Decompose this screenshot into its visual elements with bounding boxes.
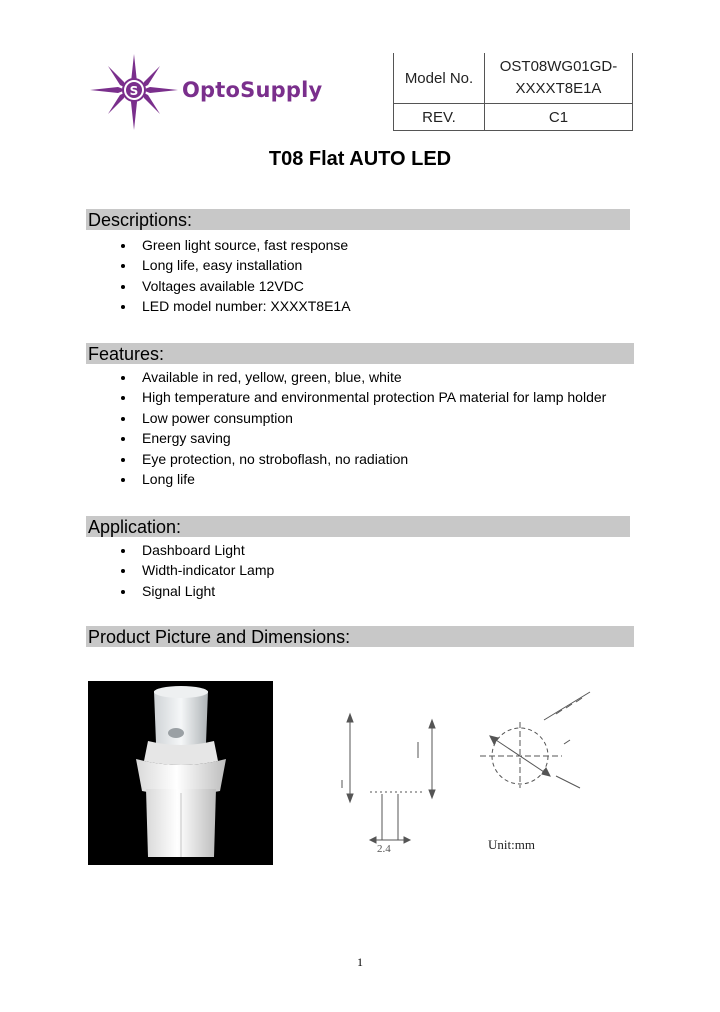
section-heading-product: Product Picture and Dimensions: <box>86 626 634 647</box>
unit-label: Unit:mm <box>488 837 535 852</box>
led-bulb-image <box>88 681 273 865</box>
logo-letter: S <box>129 84 139 98</box>
model-value-line2: XXXXT8E1A <box>515 80 602 97</box>
rev-label: REV. <box>394 104 485 131</box>
page-number: 1 <box>357 955 363 969</box>
list-item: LED model number: XXXXT8E1A <box>118 296 351 316</box>
model-value-line1: OST08WG01GD- <box>499 58 618 75</box>
svg-text:2.4: 2.4 <box>377 843 391 855</box>
list-item: High temperature and environmental protection PA material for lamp holder <box>118 387 606 407</box>
optosupply-logo <box>88 52 338 132</box>
features-list <box>118 367 606 489</box>
list-item: Energy saving <box>118 428 606 448</box>
model-table <box>393 53 633 131</box>
list-item: Long life <box>118 469 606 489</box>
model-value <box>485 53 633 104</box>
document-title: T08 Flat AUTO LED <box>268 148 452 170</box>
section-heading-features: Features: <box>86 343 634 364</box>
list-item: Low power consumption <box>118 408 606 428</box>
list-item: Signal Light <box>118 581 274 601</box>
model-label: Model No. <box>394 53 485 104</box>
list-item: Width-indicator Lamp <box>118 560 274 580</box>
list-item: Green light source, fast response <box>118 235 351 255</box>
dimension-diagram <box>330 680 620 860</box>
descriptions-list <box>118 235 351 317</box>
star-compass-icon <box>88 52 180 132</box>
list-item: Available in red, yellow, green, blue, white <box>118 367 606 387</box>
list-item: Eye protection, no stroboflash, no radiation <box>118 449 606 469</box>
rev-value: C1 <box>485 104 633 131</box>
section-heading-application: Application: <box>86 516 630 537</box>
dimension-drawing <box>330 680 620 860</box>
section-heading-descriptions: Descriptions: <box>86 209 630 230</box>
brand-name: OptoSupply <box>182 78 323 102</box>
list-item: Dashboard Light <box>118 540 274 560</box>
product-photo <box>88 681 273 865</box>
list-item: Long life, easy installation <box>118 255 351 275</box>
application-list <box>118 540 274 601</box>
list-item: Voltages available 12VDC <box>118 276 351 296</box>
